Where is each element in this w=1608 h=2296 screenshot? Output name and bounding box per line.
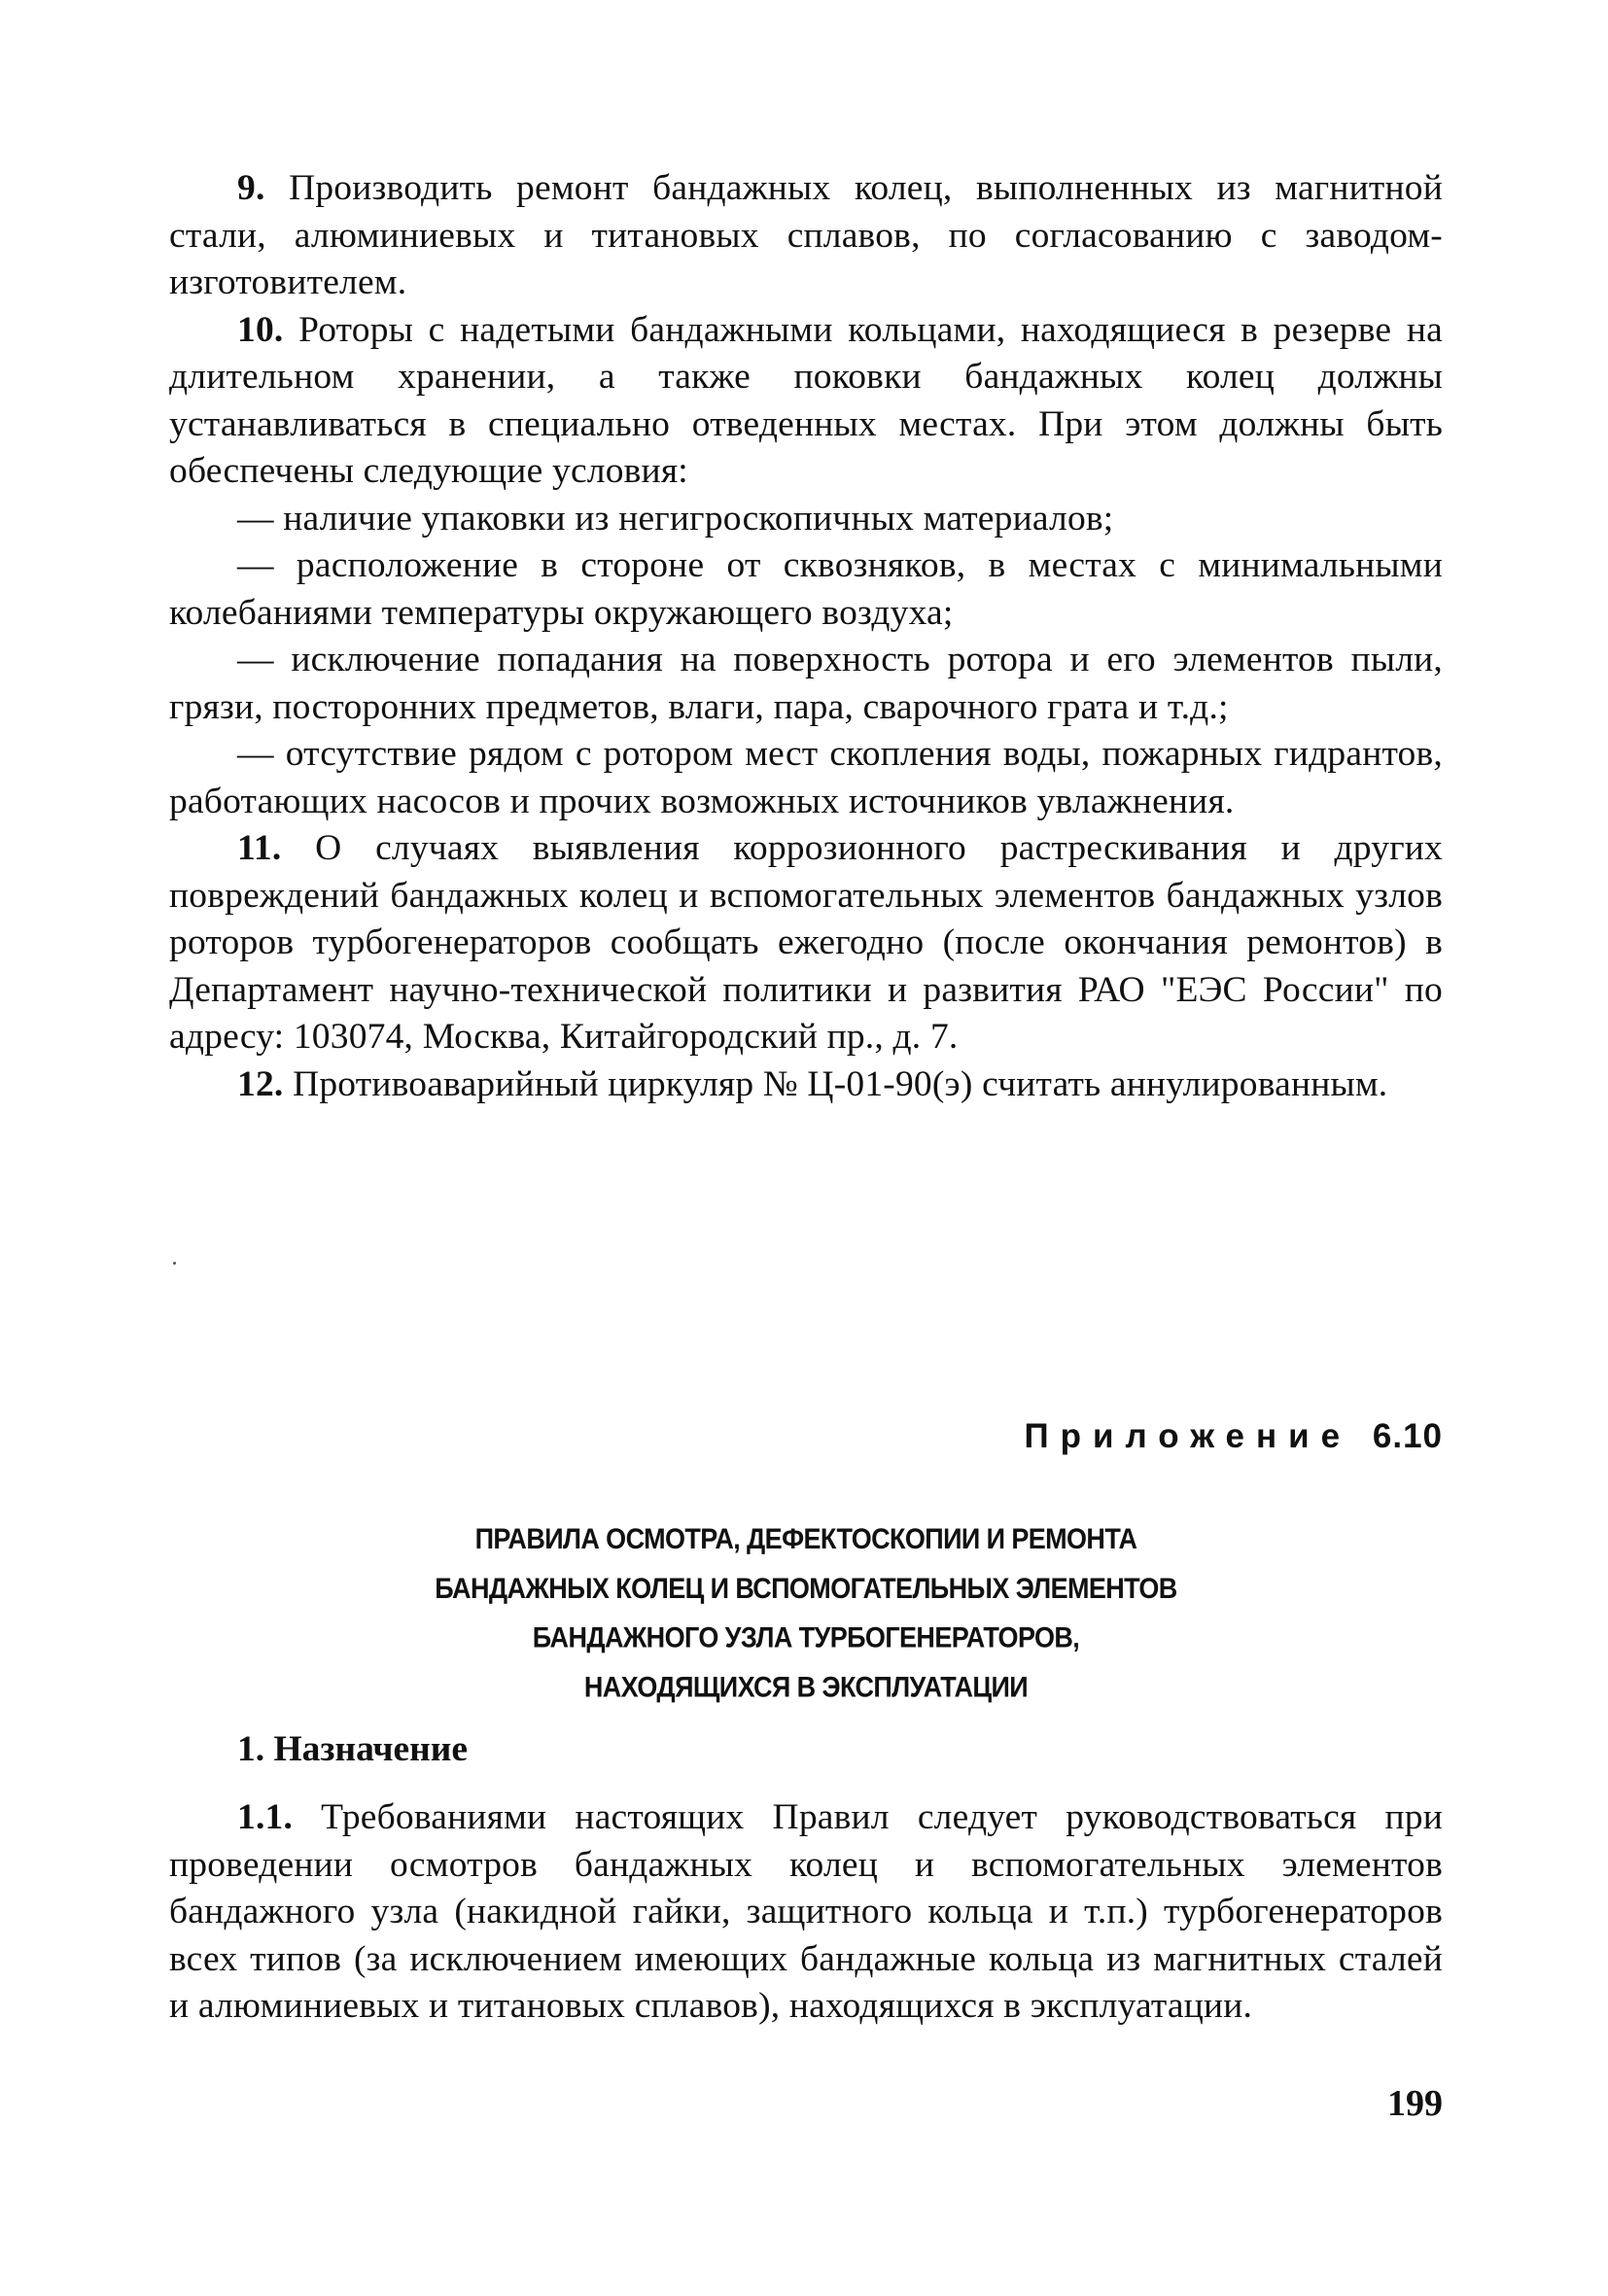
- appendix-label: [169, 1417, 1443, 1456]
- item-number: 9.: [237, 168, 265, 208]
- condition-item: — расположение в стороне от сквозняков, в местах с минимальными колебаниями температуры окружающего воздуха;: [169, 545, 1443, 633]
- item-text: Роторы с надетыми бандажными кольцами, находящиеся в резерве на длительном хранении, а также поковки бандажных колец должны устанавливаться в специально отведенных местах. При этом должны быть обеспечены следующие условия:: [169, 309, 1443, 491]
- condition-item: — исключение попадания на поверхность ротора и его элементов пыли, грязи, посторонних предметов, влаги, пара, сварочного грата и т.д.;: [169, 640, 1443, 727]
- title-line: БАНДАЖНОГО УЗЛА ТУРБОГЕНЕРАТОРОВ,: [532, 1621, 1080, 1654]
- item-12: [169, 1061, 1443, 1109]
- document-title: [169, 1514, 1443, 1712]
- item-10: [169, 307, 1443, 496]
- scan-speck: [173, 1262, 176, 1265]
- title-line: НАХОДЯЩИХСЯ В ЭКСПЛУАТАЦИИ: [583, 1671, 1029, 1703]
- item-number: 12.: [237, 1063, 284, 1104]
- section-paragraph: [169, 1794, 1443, 2031]
- title-line: ПРАВИЛА ОСМОТРА, ДЕФЕКТОСКОПИИ И РЕМОНТА: [474, 1523, 1137, 1555]
- appendix-number: 6.10: [1372, 1417, 1443, 1455]
- page-number: 199: [1387, 2083, 1443, 2124]
- condition-item: — наличие упаковки из негигроскопичных материалов;: [237, 498, 1114, 539]
- paragraph-text: Требованиями настоящих Правил следует руководствоваться при проведении осмотров бандажных колец и вспомогательных элементов бандажного узла (накидной гайки, защитного кольца и т.п.) турбогенераторов всех типов (за исключением имеющих бандажные кольца из магнитных сталей и алюминиевых и титановых сплавов), находящихся в эксплуатации.: [169, 1797, 1443, 2026]
- item-text: О случаях выявления коррозионного растрескивания и других повреждений бандажных колец и вспомогательных элементов бандажных узлов роторов турбогенераторов сообщать ежегодно (после окончания ремонтов) в Департамент научно-технической политики и развития РАО "ЕЭС России" по адресу: 103074, Москва, Китайгородский пр., д. 7.: [169, 828, 1444, 1057]
- item-number: 11.: [237, 828, 282, 868]
- upper-text-block: [169, 165, 1443, 1108]
- title-line: БАНДАЖНЫХ КОЛЕЦ И ВСПОМОГАТЕЛЬНЫХ ЭЛЕМЕНТОВ: [435, 1572, 1177, 1605]
- item-11: [169, 825, 1443, 1061]
- appendix-word: Приложение: [1024, 1417, 1352, 1455]
- section-body: [169, 1794, 1443, 2031]
- item-number: 10.: [237, 309, 284, 350]
- paragraph-number: 1.1.: [237, 1797, 294, 1837]
- condition-item: — отсутствие рядом с ротором мест скопления воды, пожарных гидрантов, работающих насосов и прочих возможных источников увлажнения.: [169, 734, 1443, 821]
- item-text: Производить ремонт бандажных колец, выполненных из магнитной стали, алюминиевых и титановых сплавов, по согласованию с заводом-изготовителем.: [169, 168, 1444, 302]
- item-9: [169, 165, 1443, 307]
- item-text: Противоаварийный циркуляр № Ц-01-90(э) считать аннулированным.: [293, 1063, 1388, 1104]
- section-heading: 1. Назначение: [237, 1729, 468, 1769]
